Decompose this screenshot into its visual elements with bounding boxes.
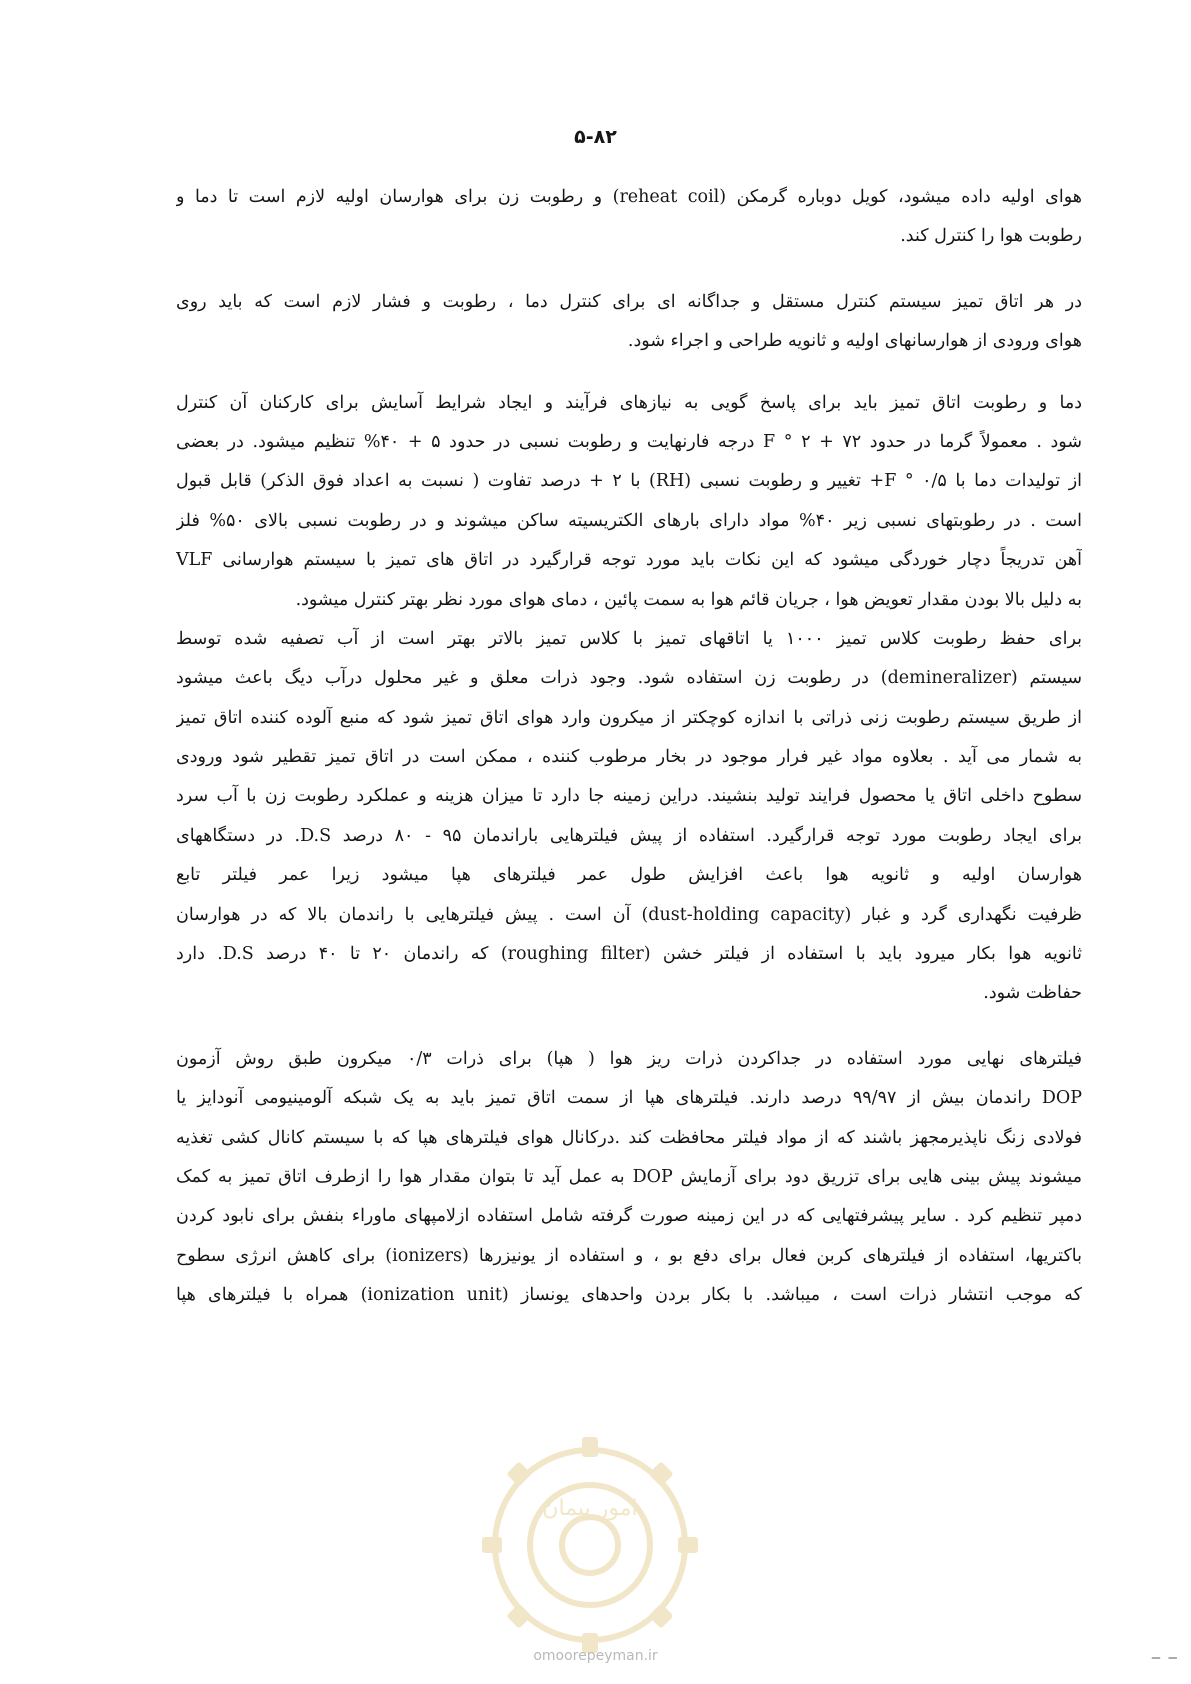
text-line: دما و رطوبت اتاق تمیز باید برای پاسخ گویی به نیازهای فرآیند و ایجاد شرایط آسایش برای کارکنان آن کنترل (176, 392, 1082, 413)
paragraph (176, 178, 1082, 257)
text-line: که موجب انتشار ذرات است ، میباشد. با بکار بردن واحدهای یونساز (ionization unit) همراه با فیلترهای هپا (176, 1285, 1082, 1306)
text-line: باکتریها، استفاده از فیلترهای کربن فعال برای دفع بو ، و استفاده از یونیزرها (ionizers) برای کاهش انرژی سطوح (176, 1245, 1082, 1266)
text-line: فیلترهای نهایی مورد استفاده در جداکردن ذرات ریز هوا ( هپا) برای ذرات ۰/۳ میکرون طبق روش آزمون (176, 1048, 1082, 1069)
text-line: حفاظت شود. (983, 983, 1082, 1004)
paragraph (176, 620, 1082, 1014)
body-text (176, 178, 1082, 1316)
watermark-text: امور پیمان (542, 1496, 638, 1521)
text-line: هوارسان اولیه و ثانویه هوا باعث افزایش طول عمر فیلترهای هپا میشود زیرا عمر فیلتر تابع (176, 865, 1082, 886)
text-line: از تولیدات دما با F ° ۰/۵+ تغییر و رطوبت نسبی (RH) با ۲ + درصد تفاوت ( نسبت به اعداد فوق الذکر) قابل قبول (176, 471, 1082, 492)
paragraph (176, 283, 1082, 362)
page-number: ۵-۸۲ (574, 126, 617, 148)
text-line: برای ایجاد رطوبت مورد توجه قرارگیرد. استفاده از پیش فیلترهایی باراندمان ۹۵ - ۸۰ درصد D.S. در دستگاههای (176, 825, 1082, 846)
text-line: هوای ورودی از هوارسانهای اولیه و ثانویه طراحی و اجراء شود. (627, 331, 1082, 352)
text-line: دمپر تنظیم کرد . سایر پیشرفتهایی که در این زمینه صورت گرفته شامل استفاده ازلامپهای ماوراء بنفش برای نابود کردن (176, 1206, 1082, 1227)
text-line: آهن تدریجاً دچار خوردگی میشود که این نکات باید مورد توجه قرارگیرد در اتاق های تمیز با سیستم هوارسانی VLF (176, 550, 1082, 571)
text-line: ظرفیت نگهداری گرد و غبار (dust-holding capacity) آن است . پیش فیلترهایی با راندمان بالا که در هوارسان (176, 904, 1082, 925)
text-line: در هر اتاق تمیز سیستم کنترل مستقل و جداگانه ای برای کنترل دما ، رطوبت و فشار لازم است که باید روی (176, 291, 1082, 312)
text-line: برای حفظ رطوبت کلاس تمیز ۱۰۰۰ یا اتاقهای تمیز با کلاس تمیز بالاتر بهتر است از آب تصفیه شده توسط (176, 628, 1082, 649)
text-line: است . در رطوبتهای نسبی زیر ۴۰% مواد دارای بارهای الکتریسیته ساکن میشوند و در رطوبت نسبی بالای ۵۰% فلز (176, 510, 1082, 531)
text-line: DOP راندمان بیش از ۹۹/۹۷ درصد دارند. فیلترهای هپا از سمت اتاق تمیز باید به یک شبکه آلومینیومی آنودایز یا (176, 1088, 1082, 1109)
footer-url: omoorepeyman.ir (533, 1648, 658, 1664)
corner-mark: — — (1151, 1650, 1177, 1666)
text-line: رطوبت هوا را کنترل کند. (900, 226, 1082, 247)
text-line: هوای اولیه داده میشود، کویل دوباره گرمکن (reheat coil) و رطوبت زن برای هوارسان اولیه لازم است تا دما و (176, 187, 1082, 207)
paragraph (176, 1040, 1082, 1316)
text-line: شود . معمولاً گرما در حدود F ° ۲ + ۷۲ درجه فارنهایت و رطوبت نسبی در حدود ۵ + ۴۰% تنظیم میشود. در بعضی (176, 431, 1082, 452)
text-line: میشوند پیش بینی هایی برای تزریق دود برای آزمایش DOP به عمل آید تا بتوان مقدار هوا را ازطرف اتاق تمیز به کمک (176, 1166, 1082, 1187)
text-line: به شمار می آید . بعلاوه مواد غیر فرار موجود در بخار مرطوب کننده ، ممکن است در اتاق تمیز تقطیر شود ورودی (176, 747, 1082, 768)
text-line: سیستم (demineralizer) در رطوبت زن استفاده شود. وجود ذرات معلق و غیر محلول درآب دیگ باعث میشود (176, 668, 1082, 689)
publisher-seal-gear-icon (470, 1425, 710, 1665)
paragraph (176, 384, 1082, 620)
text-line: سطوح داخلی اتاق یا محصول فرایند تولید بنشیند. دراین زمینه جا دارد تا میزان هزینه و عملکرد رطوبت زن با آب سرد (176, 786, 1082, 807)
text-line: ثانویه هوا بکار میرود باید با استفاده از فیلتر خشن (roughing filter) که راندمان ۲۰ تا ۴۰ درصد D.S. دارد (176, 944, 1082, 965)
text-line: فولادی زنگ ناپذیرمجهز باشند که از مواد فیلتر محافظت کند .درکانال هوای فیلترهای هپا که با سیستم کانال کشی تغذیه (176, 1127, 1082, 1148)
text-line: از طریق سیستم رطوبت زنی ذراتی با اندازه کوچکتر از میکرون وارد هوای اتاق تمیز شود که منبع آلوده کننده اتاق تمیز (176, 707, 1082, 728)
text-line: به دلیل بالا بودن مقدار تعویض هوا ، جریان قائم هوا به سمت پائین ، دمای هوای مورد نظر بهتر کنترل میشود. (295, 589, 1082, 610)
